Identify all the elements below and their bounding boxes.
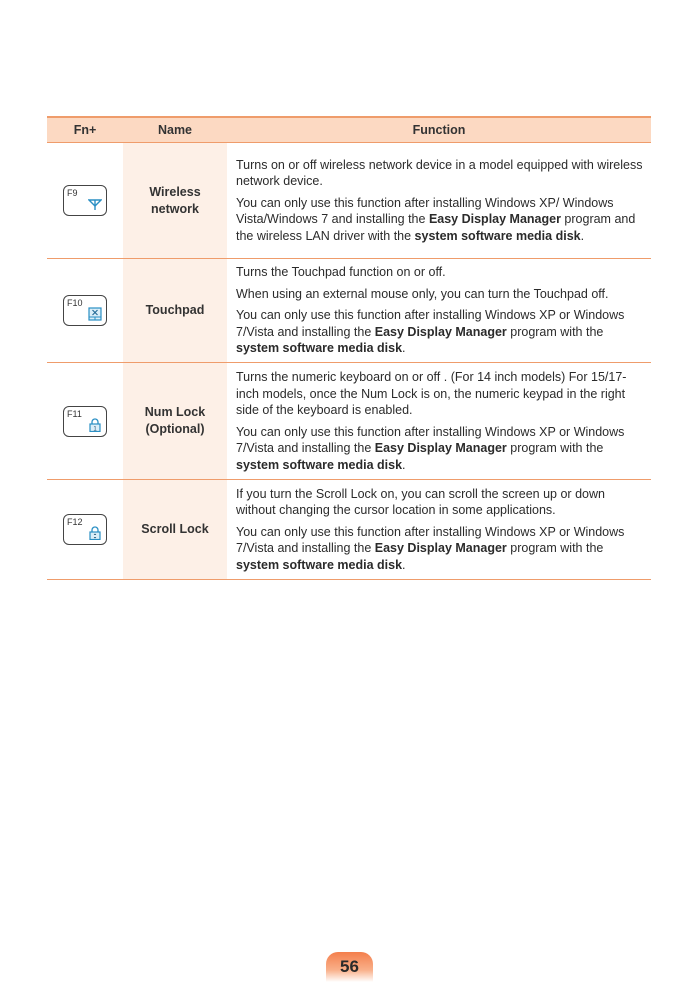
- wireless-antenna-icon: [88, 197, 102, 211]
- name-cell: [123, 259, 227, 363]
- f12-key: [63, 514, 107, 545]
- num-lock-icon: [88, 418, 102, 432]
- table-row: [47, 259, 651, 363]
- table-row: [47, 480, 651, 580]
- name-cell: [123, 363, 227, 480]
- f11-key: [63, 406, 107, 437]
- key-label: F12: [67, 517, 83, 527]
- f9-key: [63, 185, 107, 216]
- key-label: F11: [67, 408, 82, 419]
- table-header-row: [47, 117, 651, 143]
- name-line: (Optional): [145, 422, 205, 436]
- name-line: Touchpad: [145, 303, 205, 317]
- header-name: Name: [123, 117, 227, 143]
- name-line: Wireless: [149, 184, 201, 199]
- header-fn: Fn+: [47, 117, 123, 143]
- function-text: You can only use this function after installing Windows XP or Windows 7/Vista and installing the Easy Display Manager program with the system software media disk.: [236, 308, 625, 356]
- table-row: [47, 143, 651, 259]
- key-label: F10: [67, 298, 83, 308]
- function-text: Turns the numeric keyboard on or off . (For 14 inch models) For 15/17-inch models, once the Num Lock is on, the numeric keypad in the right side of the keyboard is enabled.: [236, 370, 627, 417]
- function-text: You can only use this function after installing Windows XP/ Windows Vista/Windows 7 and installing the Easy Display Manager program and the wireless LAN driver with the system software media disk.: [236, 195, 636, 243]
- function-cell: [227, 259, 651, 363]
- fn-key-cell: [47, 480, 123, 580]
- scroll-lock-icon: [88, 526, 102, 540]
- key-label: F9: [67, 188, 78, 198]
- name-line: Scroll Lock: [141, 522, 209, 536]
- page-number: 56: [326, 952, 373, 982]
- name-line: network: [151, 201, 199, 216]
- fn-key-table: [47, 116, 651, 580]
- touchpad-icon: [88, 307, 102, 321]
- f10-key: [63, 295, 107, 326]
- svg-text:1: 1: [93, 425, 97, 432]
- name-cell: [123, 480, 227, 580]
- fn-key-cell: [47, 143, 123, 259]
- function-text: When using an external mouse only, you can turn the Touchpad off.: [236, 286, 609, 301]
- function-cell: [227, 480, 651, 580]
- function-cell: [227, 143, 651, 259]
- fn-key-cell: [47, 363, 123, 480]
- function-text: Turns the Touchpad function on or off.: [236, 265, 446, 280]
- function-text: You can only use this function after installing Windows XP or Windows 7/Vista and installing the Easy Display Manager program with the system software media disk.: [236, 524, 625, 572]
- function-cell: [227, 363, 651, 480]
- header-function: Function: [227, 117, 651, 143]
- fn-key-cell: [47, 259, 123, 363]
- name-cell: [123, 143, 227, 259]
- function-text: Turns on or off wireless network device in a model equipped with wireless network device.: [236, 157, 643, 189]
- table-row: [47, 363, 651, 480]
- function-text: You can only use this function after installing Windows XP or Windows 7/Vista and installing the Easy Display Manager program with the system software media disk.: [236, 424, 625, 472]
- name-line: Num Lock: [144, 405, 206, 419]
- function-text: If you turn the Scroll Lock on, you can scroll the screen up or down without changing the cursor location in some applications.: [236, 486, 605, 518]
